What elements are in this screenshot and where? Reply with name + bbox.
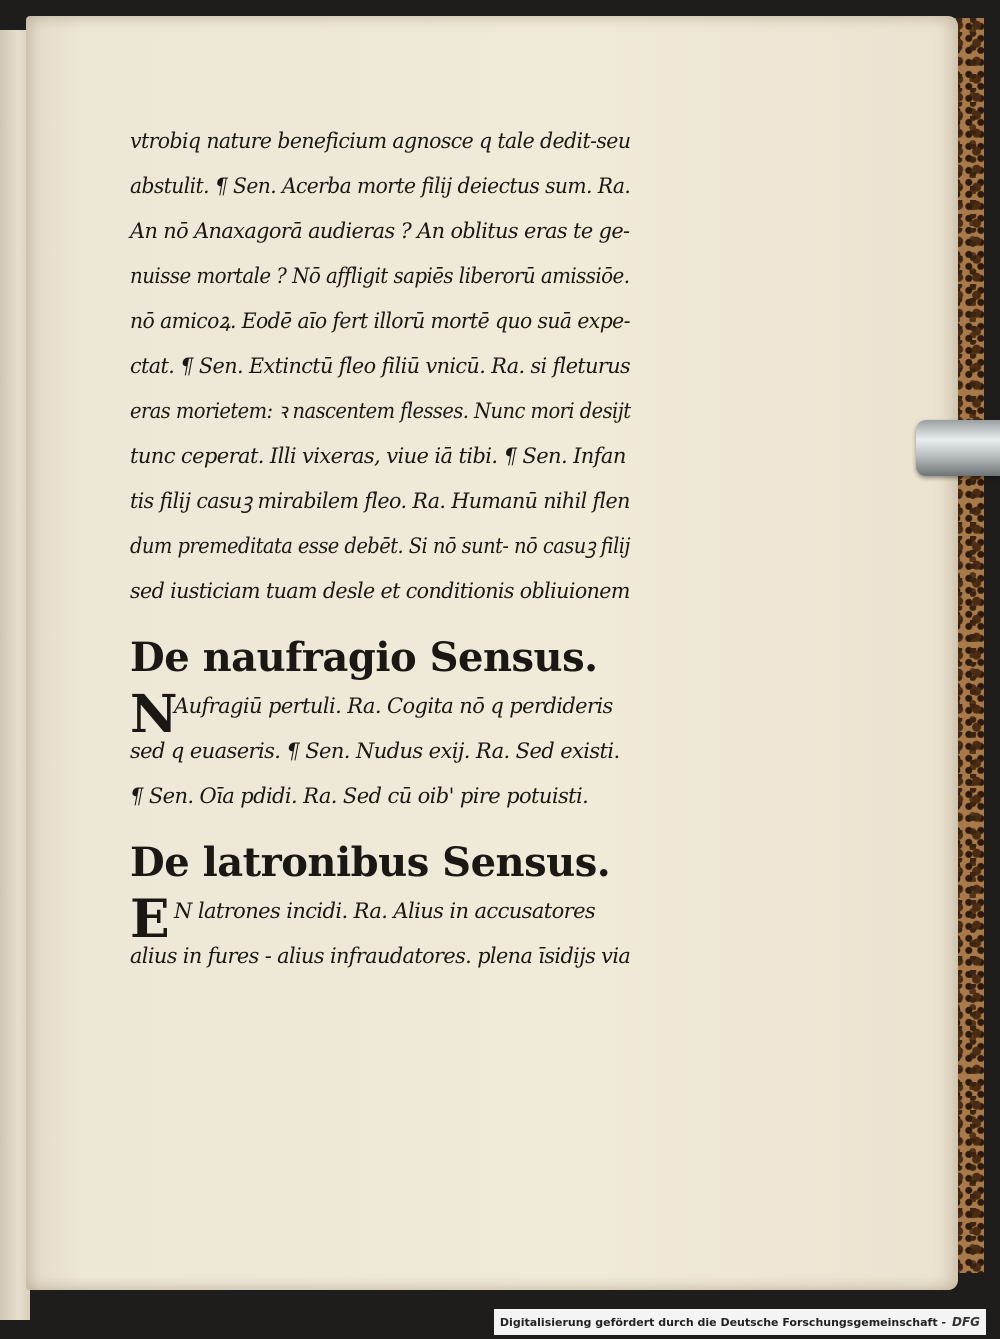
text-line: An nō Anaxagorā audieras ? An oblitus eras te ge- [130,219,630,243]
dfg-logo: DFG [951,1315,980,1329]
text-line: vtrobiq nature beneficium agnosce q tale dedit-seu [130,129,631,153]
text-line: ¶ Sen. Oīa pdidi. Ra. Sed cū oib' pire potuisti. [130,784,589,808]
text-line-with-initial [130,889,630,950]
drop-initial: N [130,684,177,745]
text-line: sed q euaseris. ¶ Sen. Nudus exij. Ra. Sed existi. [130,739,620,763]
text-line: abstulit. ¶ Sen. Acerba morte filij deiectus sum. Ra. [130,174,631,198]
page-clip [916,420,1000,476]
section-heading-latronibus: De latronibus Sensus. [130,839,611,886]
text-line: dum premeditata esse debēt. Si nō sunt- nō casuꝫ filij [130,534,630,558]
footer-credit: Digitalisierung gefördert durch die Deutsche Forschungsgemeinschaft - [499,1315,946,1329]
text-line: sed iusticiam tuam desle et conditionis obliuionem [130,579,630,603]
drop-initial: E [130,889,170,950]
text-line: nuisse mortale ? Nō affligit sapiēs liberorū amissiōe. [130,264,630,288]
text-line-with-initial [130,684,630,745]
text-line: N latrones incidi. Ra. Alius in accusatores [174,899,596,923]
text-line: Aufragiū pertuli. Ra. Cogita nō q perdideris [174,694,613,718]
text-line: ctat. ¶ Sen. Extinctū fleo filiū vnicū. Ra. si fleturus [130,354,631,378]
text-line: tunc ceperat. Illi vixeras, viue iā tibi. ¶ Sen. Infan [130,444,626,468]
digitization-footer [494,1309,986,1335]
text-line: tis filij casuꝫ mirabilem fleo. Ra. Humanū nihil flen [130,489,630,513]
text-line: alius in fures - alius infraudatores. plena īsidijs via [130,944,631,968]
text-line: nō amicoꝝ. Eodē aīo fert illorū mortē quo suā expe- [130,309,630,333]
page-text [130,130,630,990]
text-line: eras morietem: ꝛ nascentem flesses. Nunc mori desijt [130,399,631,423]
section-heading-naufragio: De naufragio Sensus. [130,634,598,681]
